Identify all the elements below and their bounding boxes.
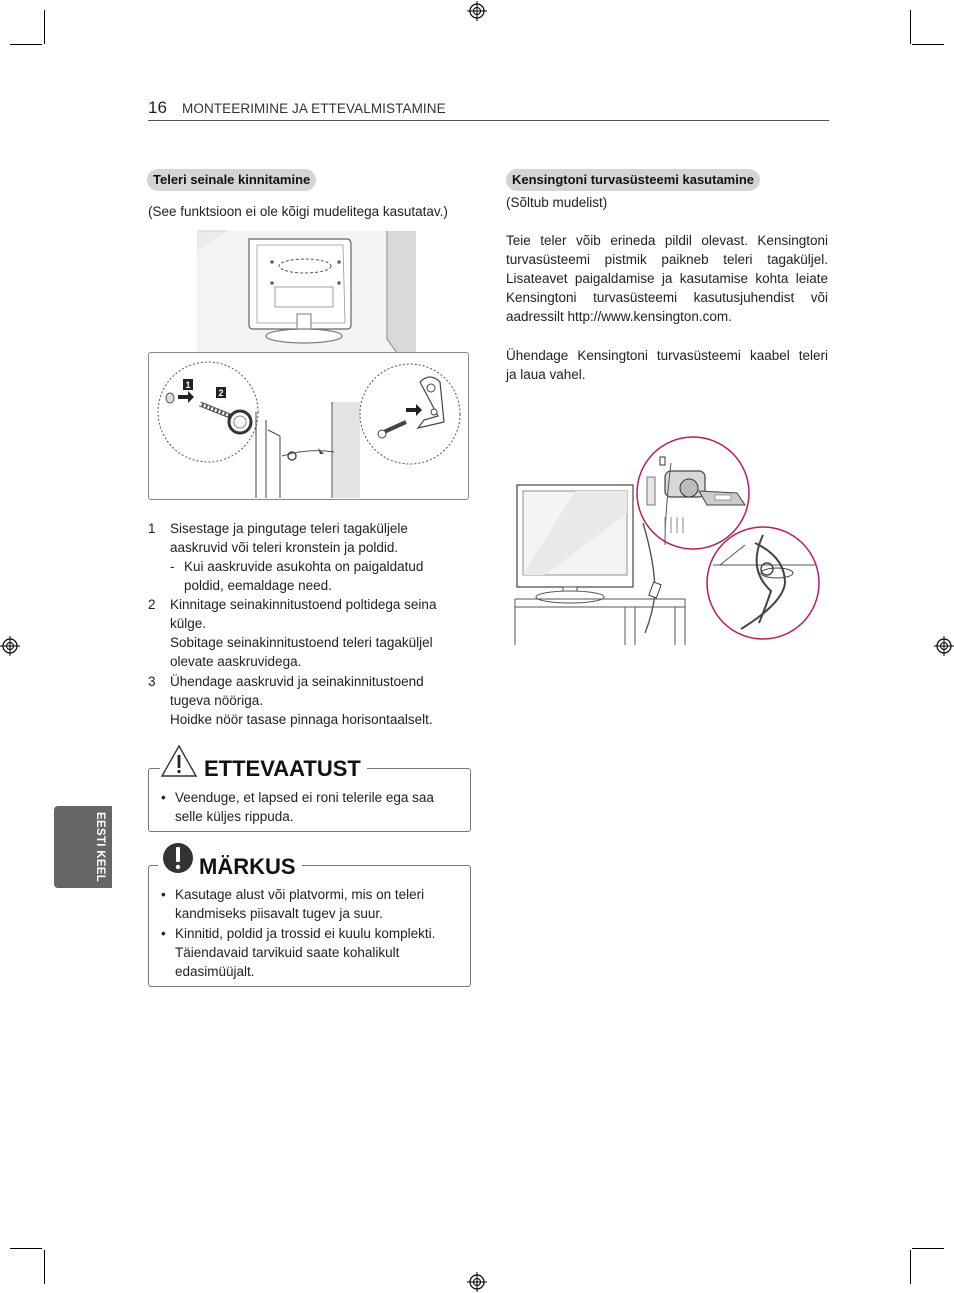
step-number: 3 bbox=[148, 674, 156, 689]
crop-mark bbox=[10, 1248, 42, 1249]
step-text: aaskruvid või teleri kronstein ja poldid. bbox=[170, 540, 399, 555]
wall-assembly-illustration bbox=[148, 352, 468, 500]
kensington-para-line: turvasüsteemi pistmik paikneb teleri tagaküljel. bbox=[506, 252, 828, 267]
note-bullet: • bbox=[161, 887, 166, 902]
step-number: 1 bbox=[148, 521, 156, 536]
note-text: kandmiseks piisavalt tugev ja suur. bbox=[175, 906, 383, 921]
caution-text: selle küljes rippuda. bbox=[175, 809, 294, 824]
note-text: edasimüüjalt. bbox=[175, 964, 255, 979]
warning-triangle-icon bbox=[160, 744, 198, 778]
kensington-para-line: Teie teler võib erineda pildil olevast. Kensingtoni bbox=[506, 233, 828, 248]
step-text: Kinnitage seinakinnitustoend poltidega seina bbox=[170, 597, 437, 612]
sub-step-text: Kui aaskruvide asukohta on paigaldatud bbox=[184, 559, 424, 574]
svg-text:1: 1 bbox=[185, 380, 191, 390]
registration-mark-icon bbox=[467, 1, 487, 21]
crop-mark bbox=[44, 1250, 45, 1284]
step-text: külge. bbox=[170, 616, 207, 631]
sub-step-dash: - bbox=[170, 559, 175, 574]
registration-mark-icon bbox=[467, 1272, 487, 1292]
wall-mount-note: (See funktsioon ei ole kõigi mudelitega kasutatav.) bbox=[148, 204, 448, 219]
note-text: Kinnitid, poldid ja trossid ei kuulu komplekti. bbox=[175, 926, 436, 941]
step-text: Sisestage ja pingutage teleri tagaküljele bbox=[170, 521, 408, 536]
crop-mark bbox=[912, 44, 944, 45]
wall-mount-heading: Teleri seinale kinnitamine bbox=[147, 169, 316, 191]
note-bullet: • bbox=[161, 926, 166, 941]
registration-mark-icon bbox=[0, 636, 20, 656]
step-number: 2 bbox=[148, 597, 156, 612]
caution-text: Veenduge, et lapsed ei roni telerile ega saa bbox=[175, 790, 434, 805]
section-title: MONTEERIMINE JA ETTEVALMISTAMINE bbox=[182, 101, 446, 116]
step-text: olevate aaskruvidega. bbox=[170, 654, 302, 669]
sub-step-text: poldid, eemaldage need. bbox=[184, 578, 332, 593]
kensington-para-line: ja laua vahel. bbox=[506, 367, 586, 382]
kensington-para-line: aadressilt http://www.kensington.com. bbox=[506, 309, 732, 324]
kensington-para-line: Lisateavet paigaldamise ja kasutamise kohta leiate bbox=[506, 271, 828, 286]
language-label: EESTI KEEL bbox=[94, 812, 106, 883]
crop-mark bbox=[44, 10, 45, 44]
kensington-heading: Kensingtoni turvasüsteemi kasutamine bbox=[506, 169, 760, 191]
step-text: Hoidke nöör tasase pinnaga horisontaalselt. bbox=[170, 712, 433, 727]
note-title: MÄRKUS bbox=[193, 854, 302, 880]
language-side-tab bbox=[54, 806, 112, 888]
registration-mark-icon bbox=[934, 636, 954, 656]
exclamation-icon bbox=[158, 840, 198, 876]
caution-title: ETTEVAATUST bbox=[198, 756, 367, 782]
crop-mark bbox=[912, 1248, 944, 1249]
note-text: Kasutage alust või platvormi, mis on teleri bbox=[175, 887, 425, 902]
svg-text:2: 2 bbox=[218, 388, 224, 398]
header-divider bbox=[148, 120, 829, 121]
step-text: tugeva nööriga. bbox=[170, 693, 264, 708]
crop-mark bbox=[910, 10, 911, 44]
kensington-para-line: Ühendage Kensingtoni turvasüsteemi kaabel teleri bbox=[506, 348, 828, 363]
step-text: Ühendage aaskruvid ja seinakinnitustoend bbox=[170, 674, 424, 689]
crop-mark bbox=[910, 1250, 911, 1284]
kensington-lock-illustration bbox=[515, 433, 825, 645]
page-number: 16 bbox=[148, 98, 167, 117]
note-text: Täiendavaid tarvikuid saate kohalikult bbox=[175, 945, 400, 960]
kensington-para-line: Kensingtoni turvasüsteemi kasutusjuhendist või bbox=[506, 290, 828, 305]
tv-back-illustration bbox=[197, 231, 416, 353]
caution-bullet: • bbox=[161, 790, 166, 805]
step-text: Sobitage seinakinnitustoend teleri tagaküljel bbox=[170, 635, 433, 650]
kensington-note: (Sõltub mudelist) bbox=[506, 195, 608, 210]
crop-mark bbox=[10, 44, 42, 45]
